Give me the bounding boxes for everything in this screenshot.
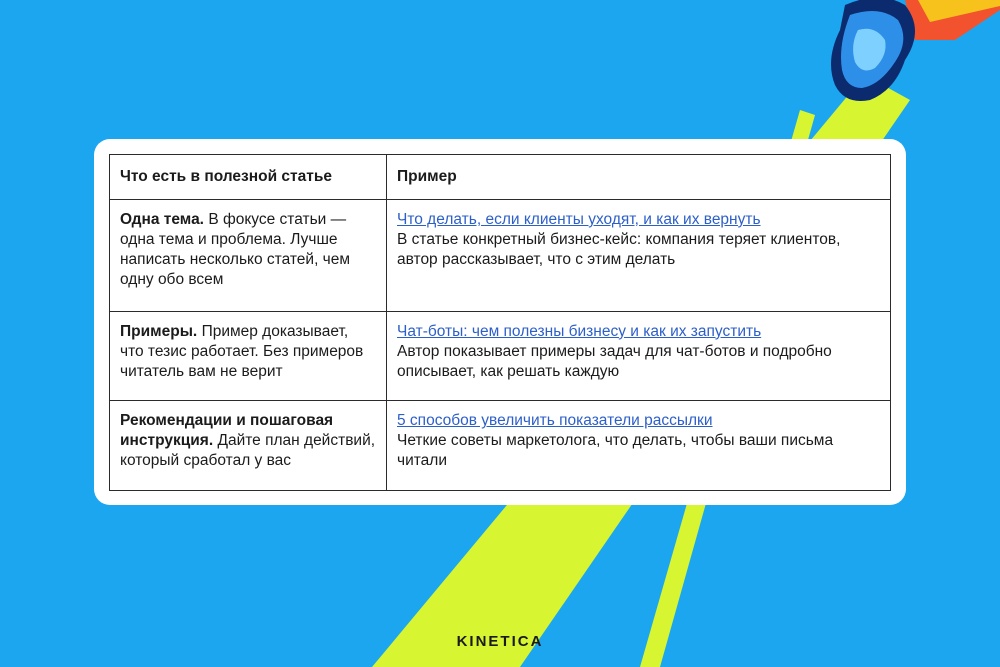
example-cell (387, 311, 891, 401)
example-cell (387, 200, 891, 312)
feature-description: Дайте план действий, который сработал у вас (120, 432, 376, 470)
article-table (109, 154, 891, 491)
table-row (110, 401, 891, 491)
example-link[interactable]: 5 способов увеличить показатели рассылки (397, 412, 713, 430)
info-card (94, 139, 906, 505)
feature-cell (110, 401, 387, 491)
example-description: В статье конкретный бизнес-кейс: компания теряет клиентов, автор рассказывает, что с этим делать (397, 231, 841, 268)
column-header-example: Пример (387, 155, 891, 200)
rocket-icon (831, 0, 1000, 101)
feature-term: Рекомендации и пошаговая инструкция. (120, 412, 334, 450)
table-row (110, 200, 891, 312)
feature-term: Примеры. (120, 322, 198, 340)
feature-cell (110, 200, 387, 312)
feature-term: Одна тема. (120, 211, 204, 228)
feature-description: В фокусе статьи — одна тема и проблема. Лучше написать несколько статей, чем одну обо всем (120, 211, 351, 288)
brand-logo: KINETICA (456, 633, 544, 650)
feature-description: Пример доказывает, что тезис работает. Без примеров читатель вам не верит (120, 322, 364, 380)
column-header-features: Что есть в полезной статье (110, 155, 387, 200)
example-cell (387, 401, 891, 491)
table-header-row (110, 155, 891, 200)
feature-cell (110, 311, 387, 401)
example-description: Четкие советы маркетолога, что делать, чтобы ваши письма читали (397, 432, 834, 470)
example-description: Автор показывает примеры задач для чат-ботов и подробно описывает, как решать каждую (397, 342, 832, 380)
example-link[interactable]: Чат-боты: чем полезны бизнесу и как их запустить (397, 322, 762, 340)
example-link[interactable]: Что делать, если клиенты уходят, и как их вернуть (397, 211, 761, 228)
table-row (110, 311, 891, 401)
